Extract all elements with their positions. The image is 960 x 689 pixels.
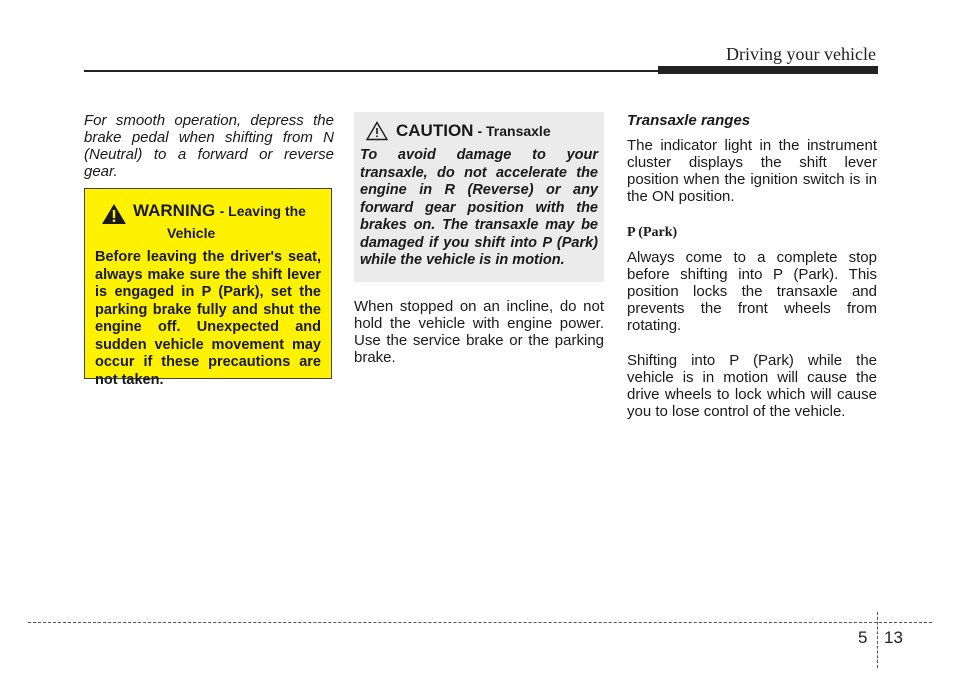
caution-box	[354, 112, 604, 282]
shift-note: For smooth operation, depress the brake pedal when shifting from N (Neutral) to a forward or reverse gear.	[84, 112, 334, 180]
chapter-number: 5	[858, 628, 868, 647]
caution-header	[366, 121, 598, 141]
page-number: 13	[884, 628, 903, 647]
park-paragraph-1: Always come to a complete stop before shifting into P (Park). This position locks the transaxle and prevents the front wheels from rotating.	[627, 249, 877, 334]
incline-paragraph: When stopped on an incline, do not hold the vehicle with engine power. Use the service brake or the parking brake.	[354, 298, 604, 366]
caution-triangle-icon	[366, 121, 388, 141]
caution-subtitle: - Transaxle	[477, 123, 551, 139]
footer-divider	[877, 612, 878, 668]
warning-title: WARNING	[133, 201, 216, 220]
section-heading: Transaxle ranges	[627, 112, 751, 129]
header-rule-accent	[658, 66, 878, 74]
warning-box	[84, 188, 332, 388]
warning-triangle-icon	[101, 203, 127, 225]
caution-body: To avoid damage to your transaxle, do not accelerate the engine in R (Reverse) or any forward gear position with the brakes on. The transaxle may be damaged if you shift into P (Park) while the vehicle is in motion.	[360, 147, 598, 268]
page-header-title: Driving your vehicle	[726, 44, 876, 64]
footer-rule	[28, 622, 932, 623]
caution-title: CAUTION	[396, 121, 474, 140]
park-heading: P (Park)	[627, 225, 678, 240]
park-paragraph-2: Shifting into P (Park) while the vehicle is in motion will cause the drive wheels to lock which will cause you to lose control of the vehicle.	[627, 352, 877, 420]
warning-subtitle-cont: Vehicle	[167, 225, 216, 241]
left-column	[84, 112, 334, 180]
middle-column	[354, 112, 604, 366]
warning-subtitle: - Leaving the	[219, 203, 306, 219]
right-column	[627, 112, 877, 420]
indicator-paragraph: The indicator light in the instrument cluster displays the shift lever position when the ignition switch is in the ON position.	[627, 137, 877, 205]
warning-body: Before leaving the driver's seat, always make sure the shift lever is engaged in P (Park), set the parking brake fully and shut the engine off. Unexpected and sudden vehicle movement may occur if these precautions are not taken.	[95, 249, 321, 388]
warning-header	[95, 201, 321, 225]
